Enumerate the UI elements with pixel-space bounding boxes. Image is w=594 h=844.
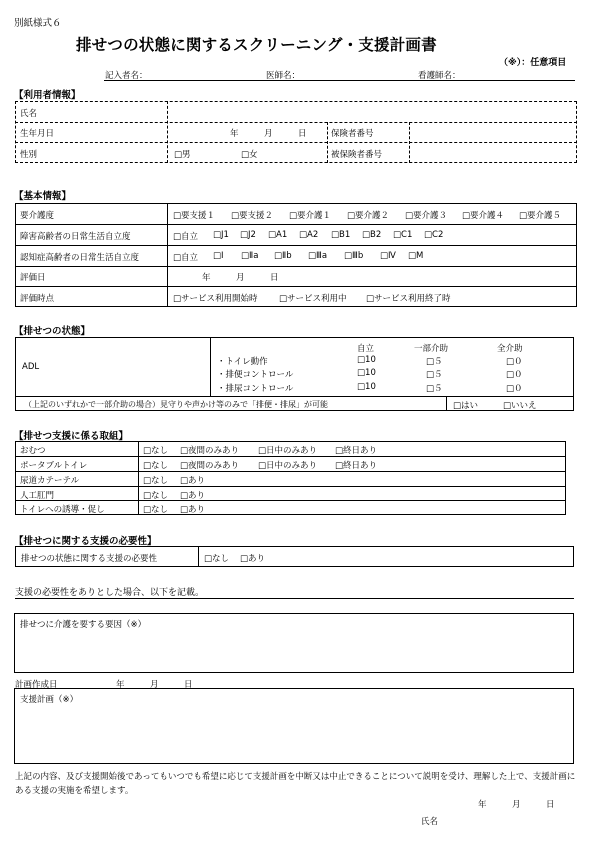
disabled-option[interactable]: □自立 bbox=[173, 232, 199, 242]
necessity-option[interactable]: □あり bbox=[240, 554, 266, 564]
care-option[interactable]: □要介護４ bbox=[462, 211, 505, 221]
necessity-option[interactable]: □なし bbox=[204, 554, 230, 564]
instruction-text: 支援の必要性をありとした場合、以下を記載。 bbox=[15, 588, 205, 598]
consent-text: 上記の内容、及び支援開始後であってもいつでも希望に応じて支援計画を中断又は中止できることについて説明を受け、理解した上で、支援計画にある支援の実施を希望します。 bbox=[15, 772, 576, 796]
adl-label: ADL bbox=[22, 362, 40, 372]
adl-option[interactable]: □０ bbox=[506, 357, 523, 367]
excretion-state-heading: 【排せつの状態】 bbox=[14, 326, 91, 337]
sex-label: 性別 bbox=[20, 150, 38, 160]
yes-checkbox[interactable]: □はい bbox=[453, 401, 479, 411]
effort-option[interactable]: □終日あり bbox=[335, 461, 378, 471]
care-option[interactable]: □要介護３ bbox=[405, 211, 448, 221]
signer-line bbox=[104, 80, 575, 81]
male-checkbox[interactable]: □男 bbox=[174, 150, 191, 160]
effort-label: トイレへの誘導・促し bbox=[20, 505, 105, 515]
timing-label: 評価時点 bbox=[20, 294, 55, 304]
col-full: 全介助 bbox=[497, 344, 523, 354]
dob-label: 生年月日 bbox=[20, 129, 55, 139]
disabled-option[interactable]: □J1 bbox=[213, 230, 229, 240]
name-field[interactable] bbox=[168, 102, 576, 121]
adl-row-label: ・トイレ動作 bbox=[217, 357, 268, 367]
plan-date-label: 計画作成日 bbox=[15, 680, 58, 690]
effort-option[interactable]: □日中のみあり bbox=[258, 446, 318, 456]
effort-option[interactable]: □なし bbox=[143, 461, 169, 471]
adl-row-label: ・排尿コントロール bbox=[217, 384, 294, 394]
adl-option[interactable]: □10 bbox=[357, 368, 376, 378]
adl-option[interactable]: □５ bbox=[426, 357, 443, 367]
plan-label: 支援計画（※） bbox=[20, 695, 79, 705]
col-partial: 一部介助 bbox=[414, 344, 449, 354]
dob-value[interactable]: 年 月 日 bbox=[230, 129, 307, 139]
insured-field[interactable] bbox=[410, 143, 576, 162]
consent-name-field[interactable] bbox=[445, 812, 575, 826]
disabled-option[interactable]: □C1 bbox=[393, 230, 413, 240]
consent-date[interactable]: 年 月 日 bbox=[478, 800, 555, 810]
dementia-option[interactable]: □Ⅱb bbox=[274, 251, 292, 261]
nurse-label: 看護師名： bbox=[418, 71, 461, 81]
disabled-option[interactable]: □A1 bbox=[268, 230, 288, 240]
adl-option[interactable]: □０ bbox=[506, 370, 523, 380]
dementia-option[interactable]: □自立 bbox=[173, 253, 199, 263]
care-level-label: 要介護度 bbox=[20, 211, 55, 221]
disabled-option[interactable]: □J2 bbox=[240, 230, 256, 240]
adl-row-label: ・排便コントロール bbox=[217, 370, 294, 380]
recorder-label: 記入者名： bbox=[105, 71, 148, 81]
dementia-option[interactable]: □Ⅱa bbox=[241, 251, 259, 261]
care-option[interactable]: □要支援２ bbox=[231, 211, 274, 221]
effort-option[interactable]: □あり bbox=[180, 491, 206, 501]
plan-date-value[interactable]: 年 月 日 bbox=[116, 680, 193, 690]
disabled-option[interactable]: □B2 bbox=[362, 230, 382, 240]
adl-option[interactable]: □５ bbox=[426, 384, 443, 394]
optional-note: （※）：任意項目 bbox=[499, 58, 567, 68]
dementia-option[interactable]: □Ⅲa bbox=[308, 251, 328, 261]
basic-info-heading: 【基本情報】 bbox=[14, 191, 72, 202]
effort-option[interactable]: □あり bbox=[180, 505, 206, 515]
adl-option[interactable]: □10 bbox=[357, 355, 376, 365]
dementia-option[interactable]: □Ⅳ bbox=[380, 251, 396, 261]
efforts-heading: 【排せつ支援に係る取組】 bbox=[14, 431, 129, 442]
eval-date-value[interactable]: 年 月 日 bbox=[202, 273, 279, 283]
factor-label: 排せつに介護を要する要因（※） bbox=[20, 620, 147, 630]
effort-option[interactable]: □なし bbox=[143, 505, 169, 515]
effort-option[interactable]: □夜間のみあり bbox=[180, 446, 240, 456]
col-independent: 自立 bbox=[357, 344, 375, 354]
effort-option[interactable]: □日中のみあり bbox=[258, 461, 318, 471]
necessity-heading: 【排せつに関する支援の必要性】 bbox=[14, 536, 157, 547]
dementia-option[interactable]: □Ⅰ bbox=[213, 251, 224, 261]
page-title: 排せつの状態に関するスクリーニング・支援計画書 bbox=[76, 36, 437, 54]
adl-option[interactable]: □０ bbox=[506, 384, 523, 394]
female-checkbox[interactable]: □女 bbox=[241, 150, 258, 160]
dementia-option[interactable]: □Ⅲb bbox=[344, 251, 364, 261]
insured-label: 被保険者番号 bbox=[331, 150, 383, 160]
effort-label: 人工肛門 bbox=[20, 491, 55, 501]
timing-option[interactable]: □サービス利用開始時 bbox=[173, 294, 258, 304]
effort-label: 尿道カテーテル bbox=[20, 476, 80, 486]
effort-option[interactable]: □なし bbox=[143, 476, 169, 486]
care-option[interactable]: □要介護２ bbox=[347, 211, 390, 221]
care-option[interactable]: □要支援１ bbox=[173, 211, 216, 221]
doctor-label: 医師名： bbox=[266, 71, 301, 81]
disabled-option[interactable]: □A2 bbox=[299, 230, 319, 240]
effort-option[interactable]: □なし bbox=[143, 491, 169, 501]
necessity-label: 排せつの状態に関する支援の必要性 bbox=[21, 554, 158, 564]
effort-label: ポータブルトイレ bbox=[20, 461, 88, 471]
supervision-note: （上記のいずれかで一部介助の場合）見守りや声かけ等のみで「排便・排尿」が可能 bbox=[24, 400, 328, 409]
timing-option[interactable]: □サービス利用中 bbox=[279, 294, 347, 304]
user-info-heading: 【利用者情報】 bbox=[14, 90, 81, 101]
dementia-option[interactable]: □M bbox=[408, 251, 424, 261]
plan-box[interactable] bbox=[14, 688, 574, 764]
disabled-option[interactable]: □B1 bbox=[331, 230, 351, 240]
adl-option[interactable]: □５ bbox=[426, 370, 443, 380]
care-option[interactable]: □要介護５ bbox=[519, 211, 562, 221]
eval-date-label: 評価日 bbox=[20, 273, 46, 283]
effort-option[interactable]: □なし bbox=[143, 446, 169, 456]
dementia-label: 認知症高齢者の日常生活自立度 bbox=[20, 253, 140, 263]
effort-option[interactable]: □終日あり bbox=[335, 446, 378, 456]
insurer-label: 保険者番号 bbox=[331, 129, 374, 139]
adl-option[interactable]: □10 bbox=[357, 382, 376, 392]
disabled-label: 障害高齢者の日常生活自立度 bbox=[20, 232, 131, 242]
effort-option[interactable]: □夜間のみあり bbox=[180, 461, 240, 471]
care-option[interactable]: □要介護１ bbox=[289, 211, 332, 221]
form-number: 別紙様式６ bbox=[14, 18, 62, 29]
disabled-option[interactable]: □C2 bbox=[424, 230, 444, 240]
name-label: 氏名 bbox=[20, 109, 38, 119]
consent-name-label: 氏名 bbox=[421, 817, 439, 827]
insurer-field[interactable] bbox=[410, 123, 576, 141]
no-checkbox[interactable]: □いいえ bbox=[503, 401, 537, 411]
effort-option[interactable]: □あり bbox=[180, 476, 206, 486]
effort-label: おむつ bbox=[20, 446, 46, 456]
timing-option[interactable]: □サービス利用終了時 bbox=[366, 294, 451, 304]
